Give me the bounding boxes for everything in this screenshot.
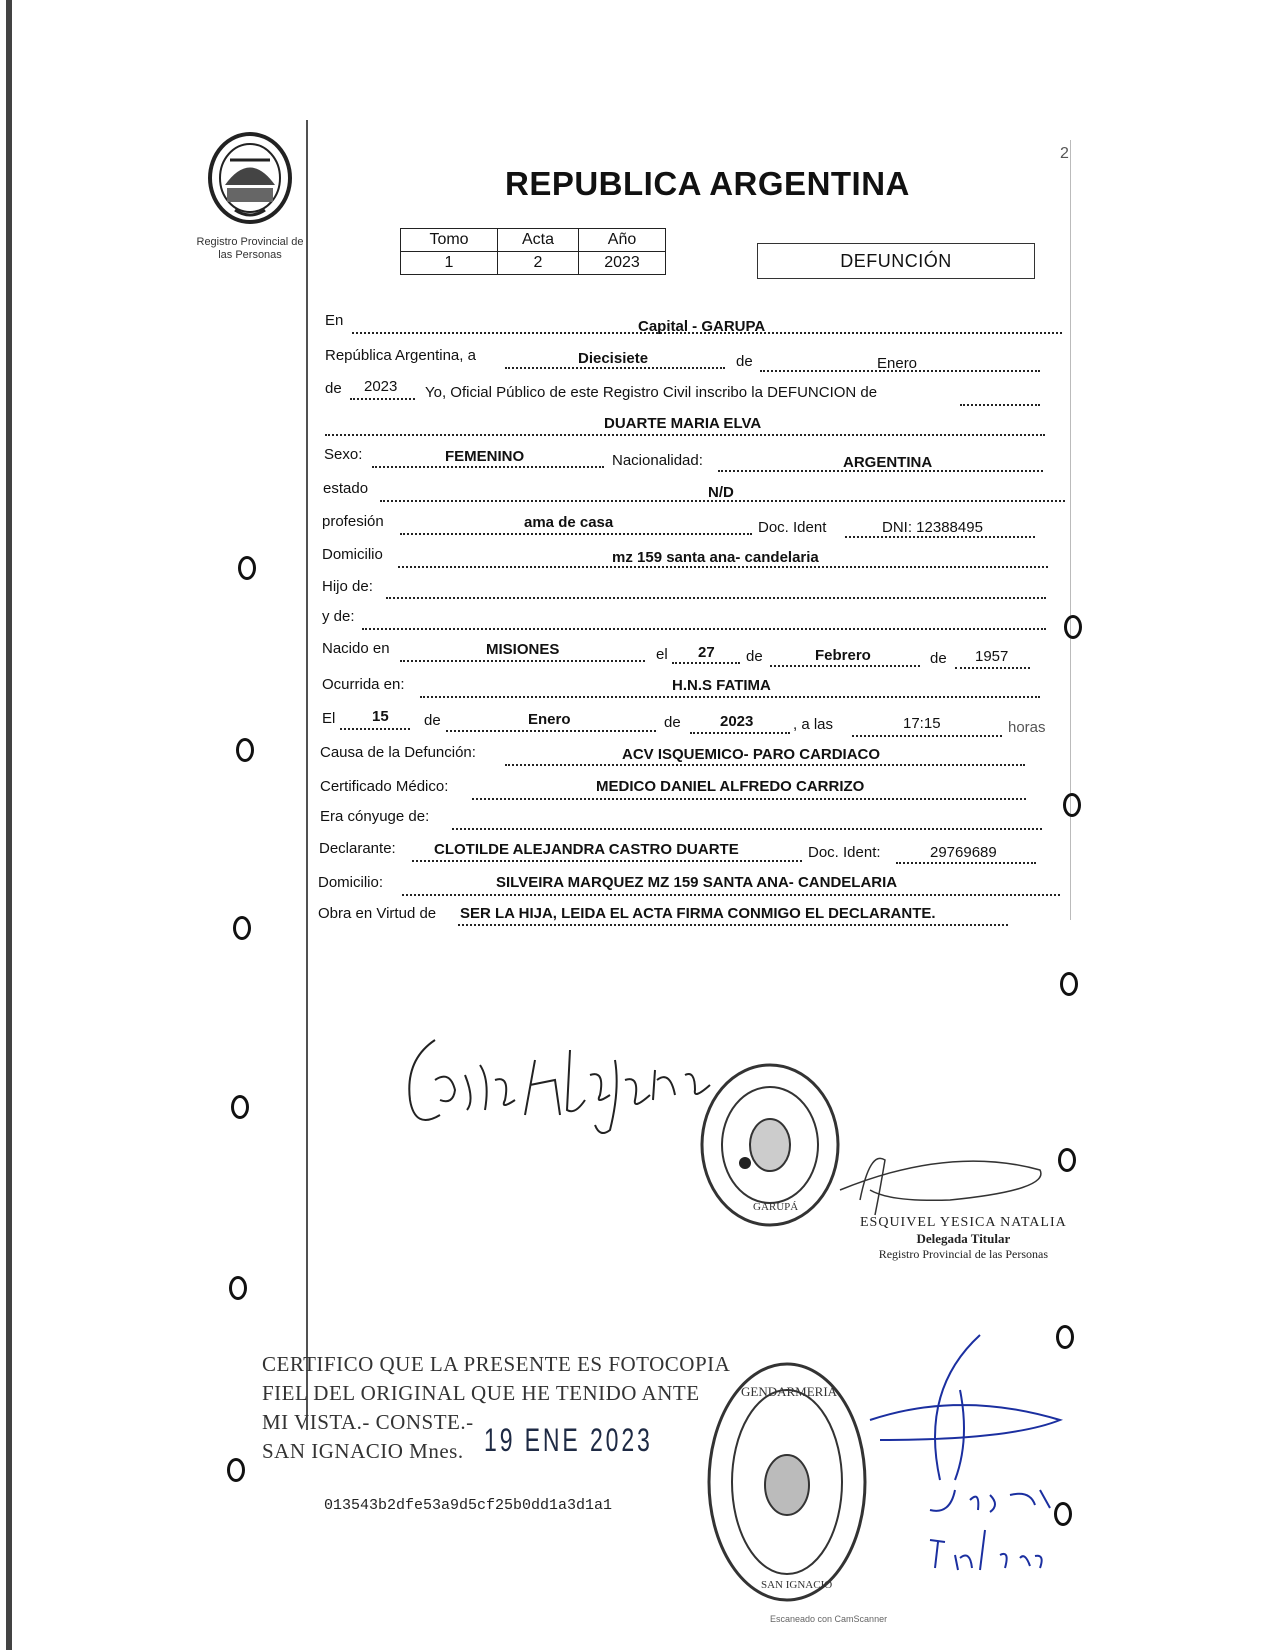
causa-value: ACV ISQUEMICO- PARO CARDIACO [622, 746, 881, 763]
death-year: 2023 [720, 713, 754, 730]
domicilio-value: mz 159 santa ana- candelaria [612, 549, 819, 566]
doc-label: Doc. Ident [758, 519, 827, 536]
causa-label: Causa de la Defunción: [320, 744, 476, 761]
page-edge [6, 0, 12, 1650]
officer-signature [860, 1330, 1090, 1580]
dotted-line [505, 367, 725, 369]
date-stamp: 19 ENE 2023 [484, 1422, 653, 1458]
punch-hole [227, 1458, 245, 1482]
dotted-line [420, 696, 1040, 698]
domicilio2-label: Domicilio: [318, 874, 384, 891]
document-type-box: DEFUNCIÓN [757, 243, 1035, 279]
registry-label [180, 236, 320, 262]
registry-line: Registro Provincial de [196, 236, 304, 248]
table-cell: 1 [401, 252, 498, 275]
dotted-line [446, 730, 656, 732]
delegate-block [860, 1215, 1067, 1262]
nacionalidad-value: ARGENTINA [843, 454, 933, 471]
de-label: de [664, 714, 681, 731]
province-emblem-icon [205, 130, 295, 226]
yde-label: y de: [322, 608, 355, 625]
de-label: de [325, 380, 342, 397]
dotted-line [955, 667, 1030, 669]
delegate-registry: Registro Provincial de las Personas [878, 1247, 1049, 1261]
ocurrida-label: Ocurrida en: [322, 676, 405, 693]
certification-line: CERTIFICO QUE LA PRESENTE ES FOTOCOPIA [262, 1352, 731, 1376]
dotted-line [325, 434, 1045, 436]
gendarmeria-seal-icon [705, 1360, 870, 1605]
punch-hole [236, 738, 254, 762]
ocurrida-value: H.N.S FATIMA [672, 677, 771, 694]
declarant-signature [395, 1020, 725, 1140]
doc2-value: 29769689 [930, 844, 997, 861]
birth-year: 1957 [975, 648, 1009, 665]
dotted-line [672, 662, 740, 664]
en-value: Capital - GARUPA [638, 318, 766, 335]
table-row [401, 252, 666, 275]
dotted-line [845, 536, 1035, 538]
dotted-line [852, 735, 1002, 737]
year-value: 2023 [364, 378, 398, 395]
margin-rule [306, 120, 308, 1430]
dotted-line [340, 728, 410, 730]
dotted-line [386, 597, 1046, 599]
sexo-label: Sexo: [324, 446, 363, 463]
oficial-text: Yo, Oficial Público de este Registro Civil inscribo la DEFUNCION de [425, 384, 878, 401]
dotted-line [690, 732, 790, 734]
table-cell: 2023 [579, 252, 666, 275]
punch-hole [229, 1276, 247, 1300]
nacionalidad-label: Nacionalidad: [612, 452, 703, 469]
profesion-value: ama de casa [524, 514, 614, 531]
dotted-line [472, 798, 1026, 800]
declarante-value: CLOTILDE ALEJANDRA CASTRO DUARTE [434, 841, 739, 858]
nacido-label: Nacido en [322, 640, 390, 657]
delegate-name: ESQUIVEL YESICA NATALIA [860, 1215, 1067, 1230]
domicilio2-value: SILVEIRA MARQUEZ MZ 159 SANTA ANA- CANDELARIA [496, 874, 898, 891]
declarante-label: Declarante: [319, 840, 396, 857]
dotted-line [350, 398, 415, 400]
delegate-title: Delegada Titular [916, 1231, 1011, 1246]
dotted-line [398, 566, 1048, 568]
horas-label: horas [1008, 719, 1046, 736]
dotted-line [505, 764, 1025, 766]
el-label: El [322, 710, 336, 727]
de-label: de [424, 712, 441, 729]
nacido-value: MISIONES [486, 641, 560, 658]
punch-hole [1063, 793, 1081, 817]
domicilio-label: Domicilio [322, 546, 383, 563]
de-label: de [746, 648, 763, 665]
dotted-line [960, 404, 1040, 406]
certificado-value: MEDICO DANIEL ALFREDO CARRIZO [596, 778, 865, 795]
certification-line: MI VISTA.- CONSTE.- [262, 1410, 474, 1434]
registry-seal-icon [695, 1060, 845, 1230]
deceased-name: DUARTE MARIA ELVA [604, 415, 762, 432]
punch-hole [238, 556, 256, 580]
punch-hole [1060, 972, 1078, 996]
punch-hole [1058, 1148, 1076, 1172]
certification-line: FIEL DEL ORIGINAL QUE HE TENIDO ANTE [262, 1381, 700, 1405]
registry-line: las Personas [218, 249, 282, 261]
table-row [401, 229, 666, 252]
sexo-value: FEMENINO [445, 448, 525, 465]
table-cell: 2 [498, 252, 579, 275]
svg-text:GARUPÁ: GARUPÁ [753, 1201, 799, 1213]
table-header: Tomo [401, 229, 498, 252]
document-title: REPUBLICA ARGENTINA [505, 165, 910, 202]
dotted-line [412, 860, 802, 862]
conyuge-label: Era cónyuge de: [320, 808, 430, 825]
obra-value: SER LA HIJA, LEIDA EL ACTA FIRMA CONMIGO EL DECLARANTE. [460, 905, 936, 922]
dotted-line [400, 533, 752, 535]
svg-text:SAN IGNACIO: SAN IGNACIO [761, 1579, 833, 1591]
day-value: Diecisiete [578, 350, 649, 367]
dotted-line [770, 665, 920, 667]
birth-day: 27 [698, 644, 715, 661]
obra-label: Obra en Virtud de [318, 905, 437, 922]
certificado-label: Certificado Médico: [320, 778, 449, 795]
de-label: de [930, 650, 947, 667]
certification-place: SAN IGNACIO Mnes. [262, 1439, 464, 1463]
estado-label: estado [323, 480, 369, 497]
dotted-line [372, 466, 604, 468]
alas-label: , a las [793, 716, 834, 733]
dotted-line [402, 894, 1060, 896]
republica-label: República Argentina, a [325, 347, 476, 364]
dotted-line [896, 862, 1036, 864]
dotted-line [452, 828, 1042, 830]
death-day: 15 [372, 708, 389, 725]
dotted-line [458, 924, 1008, 926]
punch-hole [233, 916, 251, 940]
el-label: el [656, 646, 668, 663]
estado-value: N/D [708, 484, 734, 501]
record-table [400, 228, 666, 275]
death-month: Enero [528, 711, 571, 728]
table-header: Año [579, 229, 666, 252]
doc2-label: Doc. Ident: [808, 844, 881, 861]
profesion-label: profesión [322, 513, 384, 530]
svg-text:GENDARMERIA: GENDARMERIA [741, 1384, 838, 1399]
en-label: En [325, 312, 344, 329]
dotted-line [362, 628, 1046, 630]
scanner-watermark: Escaneado con CamScanner [770, 1614, 888, 1624]
table-header: Acta [498, 229, 579, 252]
punch-hole [231, 1095, 249, 1119]
document-hash: 013543b2dfe53a9d5cf25b0dd1a3d1a1 [324, 1497, 613, 1514]
de-label: de [736, 353, 753, 370]
hijo-label: Hijo de: [322, 578, 373, 595]
punch-hole [1064, 615, 1082, 639]
delegate-signature [830, 1140, 1060, 1220]
birth-month: Febrero [815, 647, 871, 664]
doc-value: DNI: 12388495 [882, 519, 983, 536]
month-value: Enero [877, 355, 918, 372]
death-time: 17:15 [903, 715, 941, 732]
dotted-line [400, 660, 645, 662]
page-number: 2 [1060, 145, 1069, 162]
